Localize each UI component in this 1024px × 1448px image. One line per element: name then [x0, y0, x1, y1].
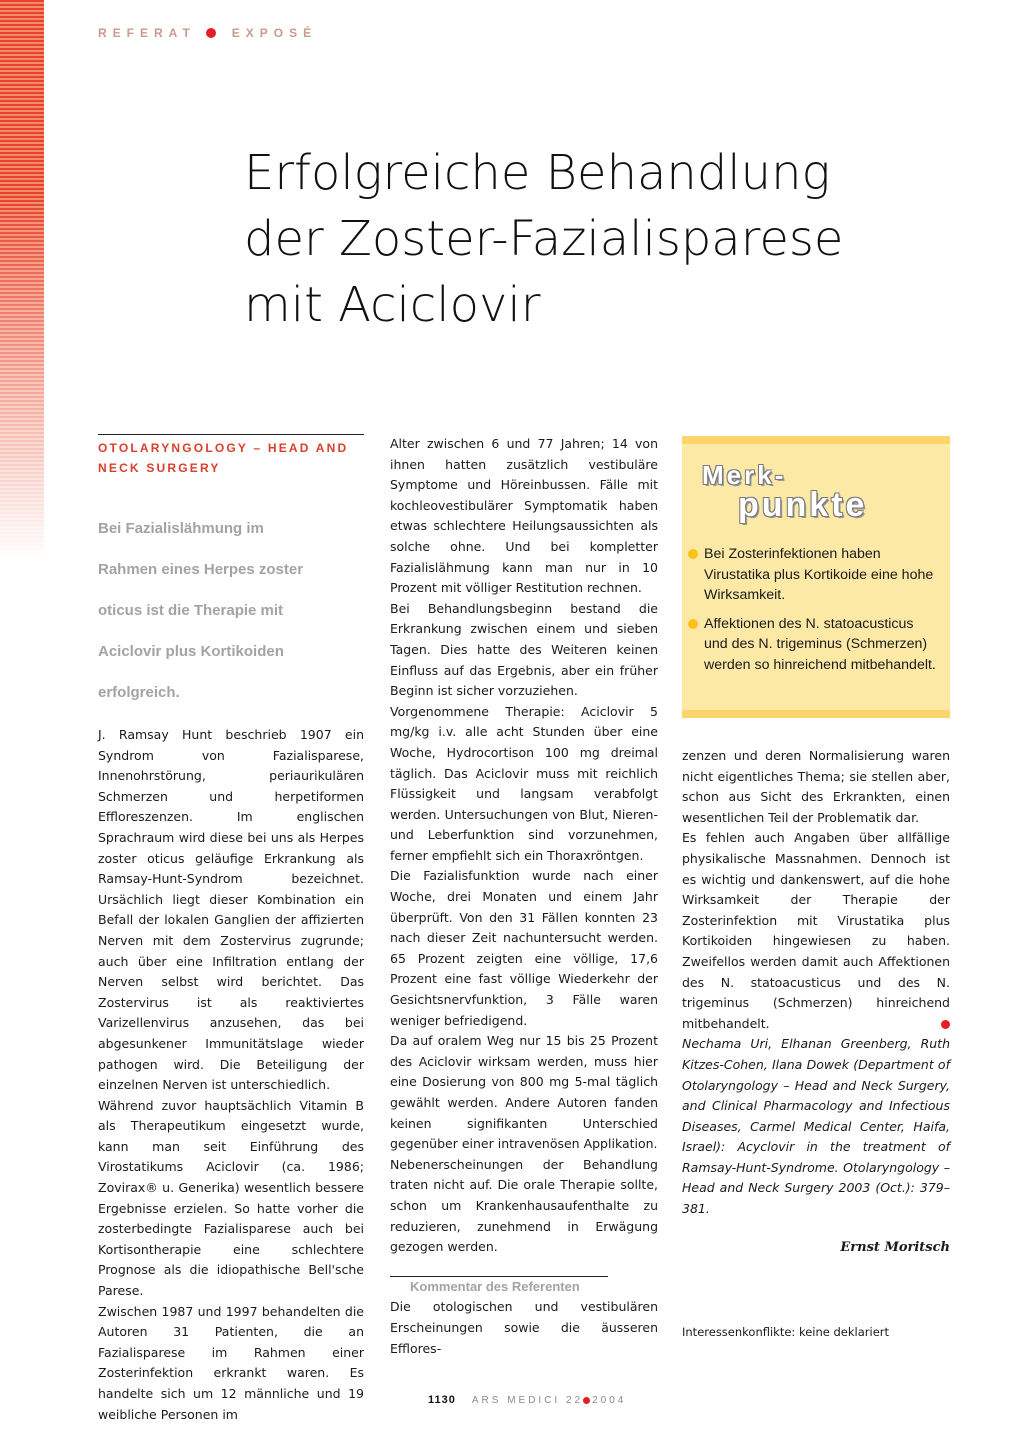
column-2	[390, 434, 658, 1359]
key-point-text: Bei Zosterinfektionen haben Virustatika plus Kortikoide eine hohe Wirksamkeit.	[704, 546, 934, 604]
reference-citation: Nechama Uri, Elhanan Greenberg, Ruth Kitzes-Cohen, Ilana Dowek (Department of Otolaryngology – Head and Neck Surgery, and Clinical Pharmacology and Infectious Diseases, Carmel Medical Center, Haifa, Israel): Acyclovir in the treatment of Ramsay-Hunt-Syndrome. Otolaryngology – Head and Neck Surgery 2003 (Oct.): 379–381.	[682, 1036, 950, 1217]
category-line: OTOLARYNGOLOGY – HEAD AND	[98, 441, 349, 455]
body-paragraph: Während zuvor hauptsächlich Vitamin B als Therapeutikum eingesetzt wurde, kann man seit Einführung des Virostatikums Aciclovir (ca. 1986; Zovirax® u. Generika) wesentlich bessere Ergebnisse erzielen. So hatte vorher die zosterbedingte Fazialisparese auch bei Kortisontherapie eine schlechtere Prognose als die idiopathische Bell'sche Parese.	[98, 1097, 364, 1299]
lead-line: Rahmen eines Herpes zoster	[98, 561, 304, 578]
lead-line: erfolgreich.	[98, 684, 180, 701]
column-1	[98, 434, 364, 1425]
column-1-body	[98, 725, 364, 1425]
body-paragraph: Bei Behandlungsbeginn bestand die Erkrankung zwischen einem und sieben Tagen. Dies hatte des Weiteren keinen Einfluss auf das Ergebnis, aber ein früher Beginn ist sicher vorzuziehen.	[390, 600, 658, 699]
article-title	[244, 140, 944, 338]
key-point-item	[688, 614, 936, 676]
title-line: mit Aciclovir	[244, 277, 541, 333]
body-paragraph: Vorgenommene Therapie: Aciclovir 5 mg/kg i.v. alle acht Stunden über eine Woche, Hydrocortison 100 mg dreimal täglich. Das Aciclovir muss mit reichlich Flüssigkeit und langsam verabfolgt werden. Untersuchungen von Blut, Nieren- und Leberfunktion sind vorzunehmen, ferner empfiehlt sich ein Thoraxröntgen.	[390, 703, 658, 863]
section-label-right: EXPOSÉ	[231, 26, 318, 40]
body-paragraph: Die Fazialisfunktion wurde nach einer Woche, drei Monaten und einem Jahr überprüft. Von den 31 Fällen konnten 23 nach dieser Zeit nachuntersucht werden. 65 Prozent zeigten eine völlige, 17,6 Prozent eine fast völlige Wiederkehr der Gesichtsnervfunktion, 3 Fälle waren weniger befriedigend.	[390, 868, 658, 1028]
journal-year: 2004	[592, 1394, 627, 1406]
section-header	[98, 26, 317, 40]
key-points-box	[682, 436, 950, 718]
commentary-heading: Kommentar des Referenten	[410, 1278, 580, 1294]
commentary-text: Die otologischen und vestibulären Erscheinungen sowie die äusseren Efflores-	[390, 1299, 658, 1356]
body-paragraph: zenzen und deren Normalisierung waren nicht eigentliches Thema; sie stellen aber, schon aus Sicht des Erkrankten, einen wesentlichen Teil der Problematik dar.	[682, 748, 950, 825]
body-paragraph-text: Es fehlen auch Angaben über allfällige physikalische Massnahmen. Dennoch ist es wichtig und dankenswert, auf die hohe Wirksamkeit der Therapie der Zosterinfektion mit Virustatika plus Kortikoiden hingewiesen zu haben. Zweifellos werden damit auch Affektionen des N. statoacusticus und des N. trigeminus (Schmerzen) hinreichend mitbehandelt.	[682, 830, 950, 1031]
body-paragraph: Alter zwischen 6 und 77 Jahren; 14 von ihnen hatten zusätzlich vestibuläre Symptome und Höreinbussen. Fälle mit kochleovestibulärer Symptomatik haben etwas schlechtere Heilungsaussichten als solche ohne. Und bei kompletter Fazialislähmung kann man nur in 10 Prozent mit völliger Restitution rechnen.	[390, 436, 658, 596]
title-line: der Zoster-Fazialisparese	[244, 211, 844, 267]
body-paragraph: J. Ramsay Hunt beschrieb 1907 ein Syndrom von Fazialisparese, Innenohrstörung, periaurikulären Schmerzen und herpetiformen Effloreszenzen. Im englischen Sprachraum wird diese bei uns als Herpes zoster oticus geläufige Erkrankung als Ramsay-Hunt-Syndrom bezeichnet. Ursächlich liegt dieser Kombination ein Befall der lokalen Ganglien der affizierten Nerven mit dem Zostervirus zugrunde; auch über eine Infiltration entlang der Nerven selbst wird berichtet. Das Zostervirus ist als reaktiviertes Varizellenvirus anzusehen, das bei abgesunkener Immunitätslage wieder pathogen wird. Die Beteiligung der einzelnen Nerven ist unterschiedlich.	[98, 727, 364, 1093]
page-number: 1130	[428, 1394, 456, 1406]
category-line: NECK SURGERY	[98, 461, 221, 475]
page-footer	[428, 1394, 626, 1406]
lead-summary	[98, 508, 364, 713]
end-mark-icon	[941, 1020, 950, 1029]
body-paragraph: Zwischen 1987 und 1997 behandelten die Autoren 31 Patienten, die an Fazialisparese im Rahmen einer Zosterinfektion erkrankt waren. Es handelte sich um 12 männliche und 19 weibliche Personen im	[98, 1303, 364, 1422]
journal-name: ARS MEDICI 22	[471, 1394, 584, 1406]
lead-line: oticus ist die Therapie mit	[98, 602, 284, 619]
body-paragraph	[682, 828, 950, 1034]
lead-line: Bei Fazialislähmung im	[98, 520, 264, 537]
key-points-title: punkte	[738, 486, 868, 524]
decorative-side-strip	[0, 0, 44, 560]
key-points-list	[688, 544, 936, 684]
key-point-text: Affektionen des N. statoacusticus und des N. trigeminus (Schmerzen) werden so hinreichend mitbehandelt.	[704, 615, 936, 673]
body-paragraph: Nebenerscheinungen der Behandlung traten nicht auf. Die orale Therapie sollte, schon um Krankenhausaufenthalte zu reduzieren, zunehmend in Erwägung gezogen werden.	[390, 1156, 658, 1255]
key-point-item	[688, 544, 936, 606]
section-label-left: REFERAT	[98, 26, 196, 40]
bullet-dot-icon	[583, 1397, 590, 1404]
title-line: Erfolgreiche Behandlung	[244, 145, 831, 201]
journal-category	[98, 434, 364, 478]
body-paragraph: Da auf oralem Weg nur 15 bis 25 Prozent des Aciclovir wirksam werden, muss hier eine Dosierung von 800 mg 5-mal täglich gewählt werden. Andere Autoren fanden keinen signifikanten Unterschied gegenüber einer intravenösen Applikation.	[390, 1033, 658, 1152]
conflict-of-interest-note: Interessenkonflikte: keine deklariert	[682, 1325, 889, 1339]
bullet-dot-icon	[688, 619, 698, 629]
bullet-dot-icon	[206, 28, 216, 38]
bullet-dot-icon	[688, 549, 698, 559]
key-points-title: Merk-	[702, 460, 787, 490]
lead-line: Aciclovir plus Kortikoiden	[98, 643, 284, 660]
column-3	[682, 746, 950, 1258]
author-signature: Ernst Moritsch	[840, 1239, 950, 1255]
